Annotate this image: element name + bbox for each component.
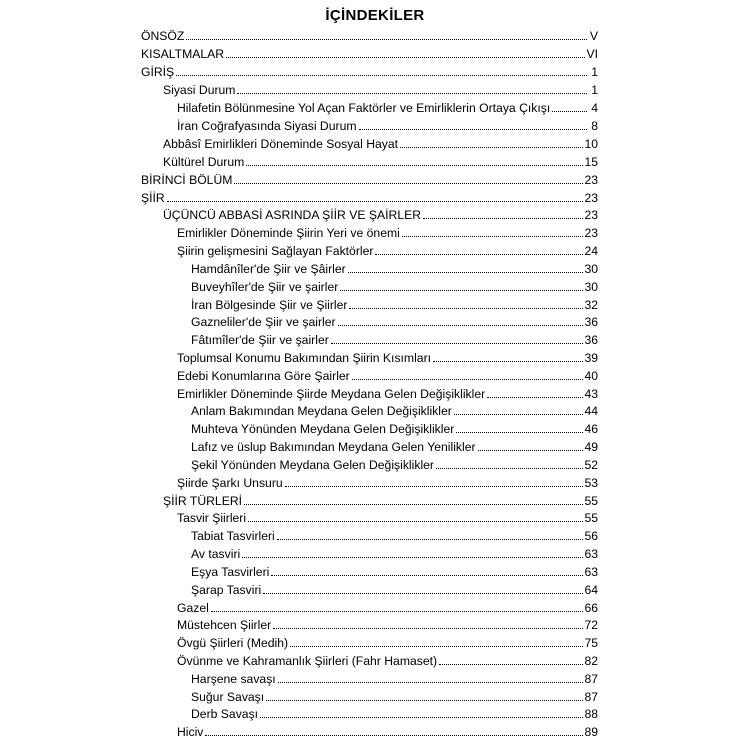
toc-entry-page: 55 — [584, 493, 598, 508]
toc-entry-label: Toplumsal Konumu Bakımından Şiirin Kısımları — [177, 350, 432, 365]
leader-dots — [359, 129, 587, 130]
toc-entry — [177, 347, 598, 365]
toc-entry-page: 55 — [584, 510, 598, 525]
toc-entry — [191, 418, 598, 436]
leader-dots — [285, 486, 584, 487]
toc-entry — [141, 43, 598, 61]
toc-entry-label: İran Coğrafyasında Siyasi Durum — [177, 118, 357, 133]
leader-dots — [176, 75, 587, 76]
leader-dots — [271, 575, 583, 576]
toc-entry — [177, 721, 598, 739]
leader-dots — [167, 201, 584, 202]
leader-dots — [433, 361, 583, 362]
toc-entry-label: Emirlikler Döneminde Şiirin Yeri ve önemi — [177, 225, 400, 240]
toc-entry-label: Buveyhîler'de Şiir ve şairler — [191, 279, 339, 294]
leader-dots — [244, 504, 583, 505]
toc-entry-page: 23 — [584, 172, 598, 187]
toc-entry-page: 82 — [584, 653, 598, 668]
toc-entry-page: 44 — [584, 403, 598, 418]
toc-entry — [177, 97, 598, 115]
toc-entry-label: Övgü Şiirleri (Medih) — [177, 635, 289, 650]
toc-entry-page: 23 — [584, 225, 598, 240]
toc-entry — [163, 133, 598, 151]
toc-entry-page: 8 — [591, 118, 598, 133]
toc-entry — [191, 258, 598, 276]
toc-entry-label: Av tasviri — [191, 546, 241, 561]
leader-dots — [248, 521, 583, 522]
toc-entry-page: 23 — [584, 190, 598, 205]
toc-entry-page: 1 — [591, 64, 598, 79]
leader-dots — [487, 397, 583, 398]
toc-entry-label: Tabiat Tasvirleri — [191, 528, 275, 543]
toc-entry-label: Gazel — [177, 600, 209, 615]
toc-entry — [191, 703, 598, 721]
toc-entry-label: Kültürel Durum — [163, 154, 245, 169]
toc-entry-page: 63 — [584, 546, 598, 561]
leader-dots — [263, 593, 583, 594]
leader-dots — [205, 735, 583, 736]
toc-entry-label: Şiirin gelişmesini Sağlayan Faktörler — [177, 243, 374, 258]
toc-entry-page: 52 — [584, 457, 598, 472]
toc-entry-page: 4 — [591, 100, 598, 115]
toc-entry — [191, 686, 598, 704]
toc-entry-label: Övünme ve Kahramanlık Şiirleri (Fahr Hamaset) — [177, 653, 438, 668]
toc-entry-page: 64 — [584, 582, 598, 597]
toc-entry-page: 36 — [584, 314, 598, 329]
leader-dots — [273, 628, 583, 629]
toc-entry — [141, 61, 598, 79]
toc-entry-page: 30 — [584, 279, 598, 294]
page-title: İÇİNDEKİLER — [325, 7, 425, 24]
toc-entry — [163, 79, 598, 97]
toc-entry-label: İran Bölgesinde Şiir ve Şiirler — [191, 297, 348, 312]
toc-entry-label: ÖNSÖZ — [141, 28, 185, 43]
toc-entry-page: 1 — [591, 82, 598, 97]
leader-dots — [211, 611, 584, 612]
leader-dots — [439, 664, 583, 665]
toc-entry-label: Gazneliler'de Şiir ve şairler — [191, 314, 336, 329]
toc-entry-label: Hamdânîler'de Şiir ve Şâirler — [191, 261, 346, 276]
leader-dots — [242, 557, 583, 558]
toc-entry-page: 24 — [584, 243, 598, 258]
toc-entry-page: 87 — [584, 689, 598, 704]
toc-entry-label: Lafız ve üslup Bakımından Meydana Gelen Yenilikler — [191, 439, 476, 454]
toc-entry-page: 75 — [584, 635, 598, 650]
toc-entry — [191, 294, 598, 312]
toc-entry — [177, 365, 598, 383]
leader-dots — [456, 432, 583, 433]
toc-entry-label: Suğur Savaşı — [191, 689, 265, 704]
toc-entry — [163, 204, 598, 222]
toc-entry-page: 40 — [584, 368, 598, 383]
toc-entry — [191, 525, 598, 543]
toc-entry-label: Emirlikler Döneminde Şiirde Meydana Gelen Değişiklikler — [177, 386, 486, 401]
leader-dots — [237, 93, 587, 94]
toc-entry-page: 72 — [584, 617, 598, 632]
leader-dots — [552, 111, 587, 112]
toc-entry-label: Fâtımîler'de Şiir ve şairler — [191, 332, 329, 347]
toc-entry-page: 89 — [584, 724, 598, 739]
toc-entry-page: 23 — [584, 207, 598, 222]
leader-dots — [234, 183, 583, 184]
toc-entry-page: 53 — [584, 475, 598, 490]
leader-dots — [331, 343, 584, 344]
leader-dots — [338, 325, 584, 326]
toc-entry-page: V — [589, 28, 598, 43]
leader-dots — [352, 379, 584, 380]
toc-entry-page: 10 — [584, 136, 598, 151]
leader-dots — [226, 57, 585, 58]
toc-entry — [191, 329, 598, 347]
toc-entry — [177, 507, 598, 525]
toc-entry — [191, 668, 598, 686]
toc-entry-label: Derb Savaşı — [191, 706, 259, 721]
toc-entry — [191, 561, 598, 579]
toc-entry-label: GİRİŞ — [141, 64, 175, 79]
leader-dots — [375, 254, 583, 255]
toc-entry — [191, 579, 598, 597]
toc-entry — [191, 400, 598, 418]
toc-entry-label: Hiciv — [177, 724, 204, 739]
toc-entry-label: BİRİNCİ BÖLÜM — [141, 172, 233, 187]
toc-entry — [141, 25, 598, 43]
leader-dots — [278, 682, 584, 683]
toc-entry-label: ÜÇÜNCÜ ABBASİ ASRINDA ŞİİR VE ŞAİRLER — [163, 207, 422, 222]
toc-entry — [177, 383, 598, 401]
leader-dots — [478, 450, 584, 451]
toc-entry — [177, 115, 598, 133]
toc-entry-page: 36 — [584, 332, 598, 347]
toc-entry — [177, 632, 598, 650]
leader-dots — [400, 147, 583, 148]
leader-dots — [423, 218, 583, 219]
leader-dots — [260, 717, 583, 718]
toc-entry-label: Siyasi Durum — [163, 82, 236, 97]
toc-entry-label: Harşene savaşı — [191, 671, 276, 686]
toc-entry-label: Edebi Konumlarına Göre Şairler — [177, 368, 350, 383]
toc-entry-label: Şarap Tasviri — [191, 582, 262, 597]
leader-dots — [266, 700, 583, 701]
toc-entry-label: Hilafetin Bölünmesine Yol Açan Faktörler ve Emirliklerin Ortaya Çıkışı — [177, 100, 551, 115]
toc-entry-page: VI — [586, 46, 598, 61]
toc-entry-page: 30 — [584, 261, 598, 276]
toc-entry — [163, 490, 598, 508]
toc-entry — [177, 240, 598, 258]
toc-entry — [177, 597, 598, 615]
toc-entry-label: Abbâsî Emirlikleri Döneminde Sosyal Hayat — [163, 136, 399, 151]
toc-entry — [177, 614, 598, 632]
toc-entry-page: 49 — [584, 439, 598, 454]
toc-entry — [191, 436, 598, 454]
toc-entry-label: ŞİİR — [141, 190, 165, 205]
toc-entry-page: 66 — [584, 600, 598, 615]
toc-entry — [177, 222, 598, 240]
toc-entry — [163, 151, 598, 169]
toc-entry — [191, 454, 598, 472]
toc-entry-page: 87 — [584, 671, 598, 686]
toc-entry-page: 56 — [584, 528, 598, 543]
toc-entry — [191, 276, 598, 294]
toc-entry — [141, 187, 598, 205]
toc-entry-label: Muhteva Yönünden Meydana Gelen Değişiklikler — [191, 421, 455, 436]
leader-dots — [186, 39, 587, 40]
toc-entry-page: 39 — [584, 350, 598, 365]
toc-entry-label: Şekil Yönünden Meydana Gelen Değişiklikler — [191, 457, 434, 472]
toc-entry — [191, 311, 598, 329]
leader-dots — [340, 290, 583, 291]
toc-entry-label: Anlam Bakımından Meydana Gelen Değişiklikler — [191, 403, 452, 418]
toc-entry-label: Tasvir Şiirleri — [177, 510, 247, 525]
toc-entry-page: 46 — [584, 421, 598, 436]
leader-dots — [290, 646, 583, 647]
toc-entry-page: 32 — [584, 297, 598, 312]
leader-dots — [246, 165, 583, 166]
toc-entry-label: Müstehcen Şiirler — [177, 617, 272, 632]
toc-entry-page: 15 — [584, 154, 598, 169]
leader-dots — [436, 468, 583, 469]
toc-entry-page: 88 — [584, 706, 598, 721]
leader-dots — [349, 308, 583, 309]
toc-entry-page: 43 — [584, 386, 598, 401]
leader-dots — [277, 539, 584, 540]
toc-entry-label: KISALTMALAR — [141, 46, 225, 61]
toc-entry — [141, 169, 598, 187]
leader-dots — [348, 272, 584, 273]
leader-dots — [454, 414, 584, 415]
toc-entry-page: 63 — [584, 564, 598, 579]
toc-entry-label: Eşya Tasvirleri — [191, 564, 270, 579]
leader-dots — [402, 236, 584, 237]
toc-entry-label: Şiirde Şarkı Unsuru — [177, 475, 283, 490]
toc-entry — [177, 472, 598, 490]
toc-entry-label: ŞİİR TÜRLERİ — [163, 493, 243, 508]
toc-entry — [177, 650, 598, 668]
toc-entry — [191, 543, 598, 561]
